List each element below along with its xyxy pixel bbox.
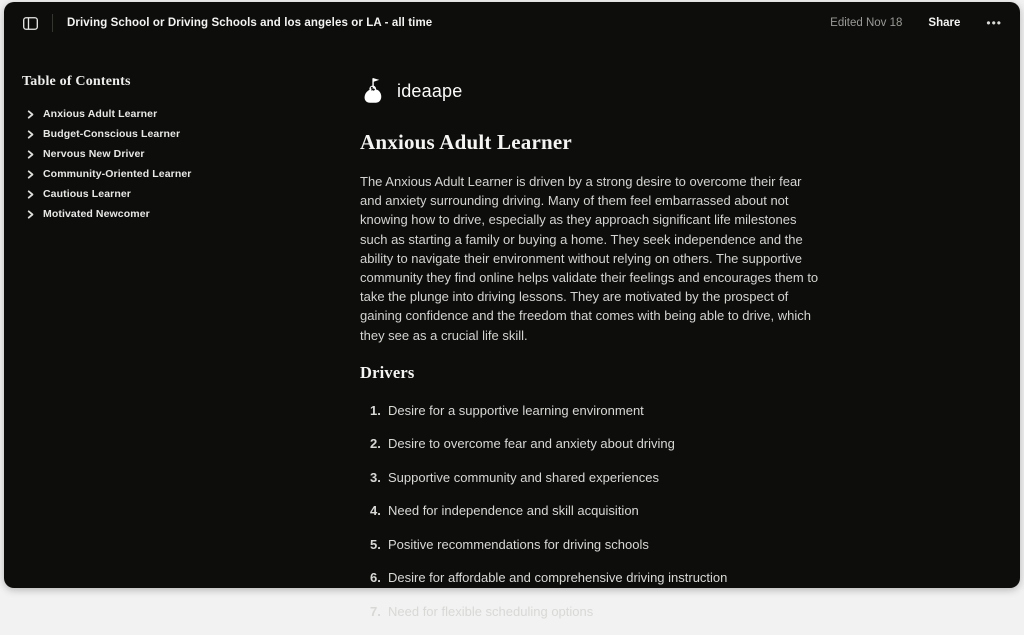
- list-item: [360, 568, 820, 587]
- list-item-text: Positive recommendations for driving schools: [388, 536, 649, 552]
- list-item-text: Need for independence and skill acquisition: [388, 503, 639, 519]
- panel-left-icon: [22, 15, 39, 32]
- list-item: [360, 401, 820, 420]
- list-item-number: 3.: [370, 469, 381, 485]
- toc-heading: Table of Contents: [22, 74, 131, 89]
- chevron-right-icon: [26, 130, 35, 139]
- list-item-text: Desire to overcome fear and anxiety about driving: [388, 436, 675, 452]
- list-item-text: Need for flexible scheduling options: [388, 603, 594, 619]
- share-button[interactable]: Share: [928, 17, 961, 29]
- list-item: [360, 468, 820, 487]
- app-window: [4, 2, 1020, 619]
- edited-timestamp: Edited Nov 18: [830, 17, 903, 29]
- sidebar-item-nervous-new-driver[interactable]: [22, 144, 322, 164]
- drivers-list: [360, 401, 820, 621]
- list-item: [360, 434, 820, 453]
- sidebar-item-label: Budget-Conscious Learner: [43, 128, 181, 140]
- sidebar-item-motivated-newcomer[interactable]: [22, 204, 322, 224]
- more-options-button[interactable]: •••: [986, 16, 1002, 30]
- logo: [360, 76, 820, 106]
- top-bar: [4, 2, 1020, 44]
- list-item: [360, 501, 820, 520]
- chevron-right-icon: [26, 210, 35, 219]
- list-item: [360, 602, 820, 621]
- sidebar-item-cautious-learner[interactable]: [22, 184, 322, 204]
- chevron-right-icon: [26, 110, 35, 119]
- toc-list: [22, 104, 322, 224]
- document-body: [360, 76, 820, 635]
- list-item-number: 2.: [370, 436, 381, 452]
- document-title: Driving School or Driving Schools and los angeles or LA - all time: [67, 17, 433, 29]
- list-item-number: 6.: [370, 570, 381, 586]
- sidebar-item-budget-conscious-learner[interactable]: [22, 124, 322, 144]
- chevron-right-icon: [26, 190, 35, 199]
- list-item-text: Supportive community and shared experiences: [388, 469, 659, 485]
- table-of-contents: [22, 74, 322, 224]
- list-item-text: Desire for a supportive learning environment: [388, 402, 644, 418]
- sidebar-item-anxious-adult-learner[interactable]: [22, 104, 322, 124]
- sidebar-item-label: Anxious Adult Learner: [43, 108, 158, 120]
- topbar-divider: [52, 14, 53, 32]
- persona-description: The Anxious Adult Learner is driven by a strong desire to overcome their fear and anxiety surrounding driving. Many of them feel embarrassed about not knowing how to drive, especially as they approach significant life milestones such as starting a family or buying a home. They seek independence and the ability to navigate their environment without relying on others. The supportive community they find online helps validate their feelings and encourages them to take the plunge into driving lessons. They are motivated by the prospect of gaining confidence and the freedom that comes with being able to drive, which they see as a crucial life skill.: [360, 174, 819, 343]
- list-item-number: 4.: [370, 503, 381, 519]
- sidebar-item-label: Cautious Learner: [43, 188, 131, 200]
- chevron-right-icon: [26, 170, 35, 179]
- ideaape-ape-flag-icon: [360, 76, 390, 106]
- list-item-text: Desire for affordable and comprehensive driving instruction: [388, 570, 728, 586]
- sidebar-item-label: Community-Oriented Learner: [43, 168, 192, 180]
- list-item-number: 5.: [370, 536, 381, 552]
- list-item: [360, 535, 820, 554]
- sidebar-item-community-oriented-learner[interactable]: [22, 164, 322, 184]
- chevron-right-icon: [26, 150, 35, 159]
- list-item-number: 1.: [370, 402, 381, 418]
- sidebar-item-label: Nervous New Driver: [43, 148, 145, 160]
- logo-text: ideaape: [397, 80, 463, 101]
- list-item-number: 7.: [370, 603, 381, 619]
- drivers-heading: Drivers: [360, 362, 415, 382]
- page-title: Anxious Adult Learner: [360, 130, 572, 154]
- sidebar-toggle-button[interactable]: [18, 11, 42, 35]
- sidebar-item-label: Motivated Newcomer: [43, 208, 150, 220]
